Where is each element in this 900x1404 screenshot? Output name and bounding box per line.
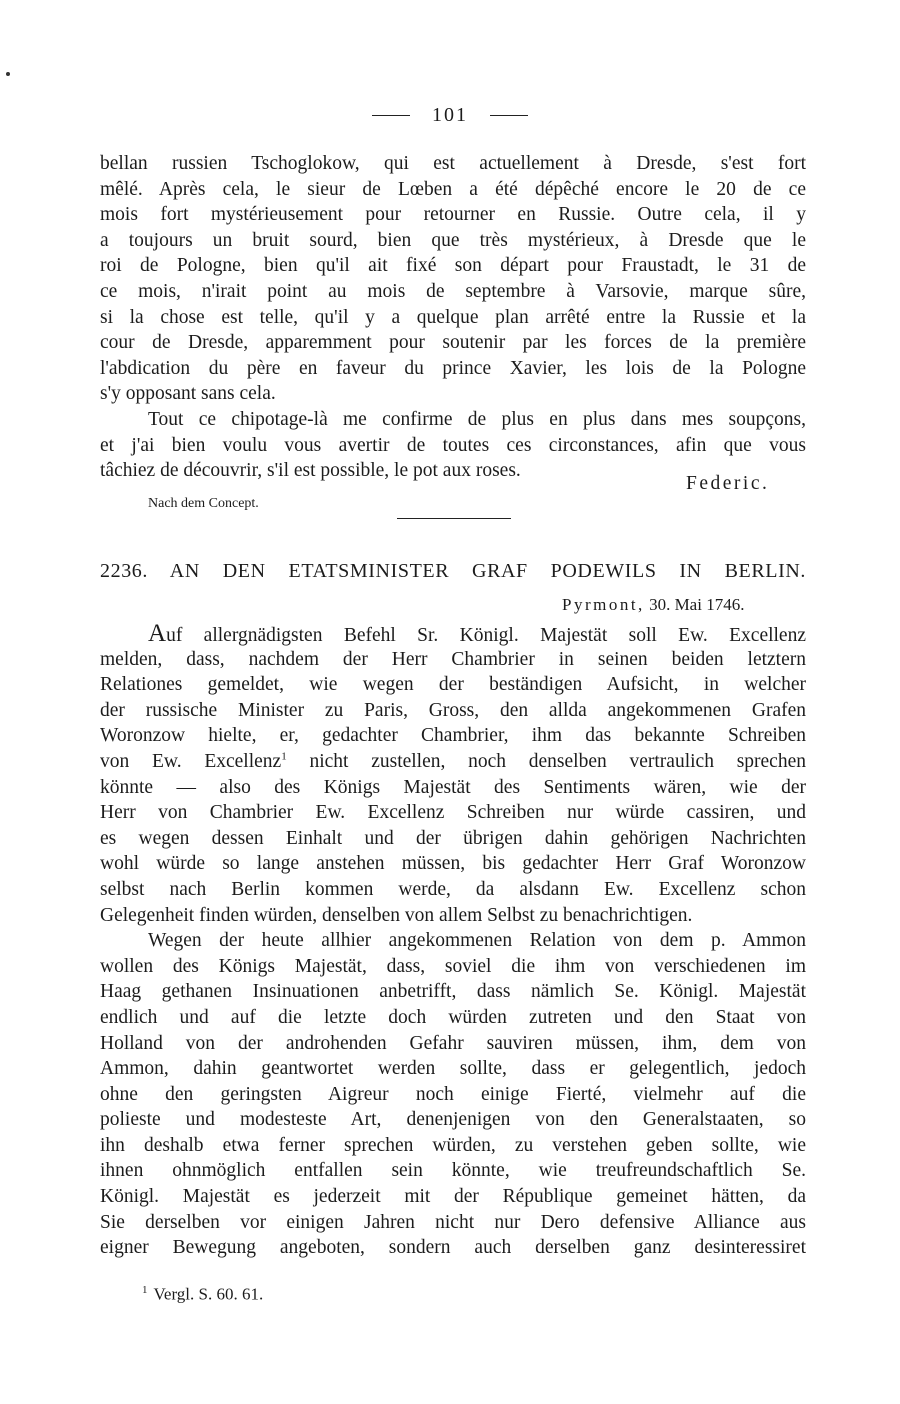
text-line-with-ref [100, 749, 806, 775]
text-line: Ammon, dahin geantwortet werden sollte, dass er gelegentlich, jedoch [100, 1058, 806, 1080]
text-line: Königl. Majestät es jederzeit mit der République gemeinet hätten, da [100, 1186, 806, 1208]
initial-letter: A [148, 620, 167, 647]
place: Pyrmont, [562, 595, 645, 614]
page-number: 101 [432, 104, 468, 126]
footnote-mark: 1 [142, 1284, 148, 1296]
text-line: melden, dass, nachdem der Herr Chambrier in seinen beiden letztern [100, 648, 806, 670]
text-line: bellan russien Tschoglokow, qui est actuellement à Dresde, s'est fort [100, 153, 806, 174]
text-line: mêlé. Après cela, le sieur de Lœben a été dépêché encore le 20 de ce [100, 178, 806, 200]
text-line: a toujours un bruit sourd, bien que très mystérieux, à Dresde que le [100, 229, 806, 251]
text-line: roi de Pologne, bien qu'il ait fixé son départ pour Fraustadt, le 31 de [100, 255, 806, 277]
footnote [142, 1284, 263, 1305]
letter-continuation [100, 151, 806, 484]
text-line: ohne den geringsten Aigreur noch einige Fierté, vielmehr auf die [100, 1083, 806, 1105]
text-line: selbst nach Berlin kommen werde, da alsdann Ew. Excellenz schon [100, 878, 806, 900]
scan-speck [6, 72, 10, 76]
text-line: si la chose est telle, qu'il y a quelque plan arrêté entre la Russie et la [100, 306, 806, 328]
text-line: l'abdication du père en faveur du prince Xavier, les lois de la Pologne [100, 357, 806, 379]
text-line: Sie derselben vor einigen Jahren nicht nur Dero defensive Alliance aus [100, 1211, 806, 1233]
section-divider [397, 518, 511, 519]
text-line: ihnen ohnmöglich entfallen sein könnte, wie treufreundschaftlich Se. [100, 1160, 806, 1182]
text-line: endlich und auf die letzte doch würden zutreten und den Staat von [100, 1006, 806, 1028]
text-line: ce mois, n'irait point au mois de septembre à Varsovie, marque sûre, [100, 280, 806, 302]
text-line: es wegen dessen Einhalt und der übrigen dahin gehörigen Nachrichten [100, 827, 806, 849]
text-line: Relationes gemeldet, wie wegen der beständigen Aufsicht, in welcher [100, 674, 806, 696]
footnote-ref: 1 [281, 750, 287, 763]
text-line: wollen des Königs Majestät, dass, soviel die ihm von verschiedenen im [100, 955, 806, 977]
text-line: der russische Minister zu Paris, Gross, den allda angekommenen Grafen [100, 699, 806, 721]
signature: Federic. [686, 473, 770, 494]
first-line-text: uf allergnädigsten Befehl Sr. Königl. Majestät soll Ew. Excellenz [166, 625, 806, 646]
text-line: ihn deshalb etwa ferner sprechen würden, zu verstehen geben sollte, wie [100, 1134, 806, 1156]
ref-text-before: von Ew. Excellenz [100, 750, 282, 772]
text-line: eigner Bewegung angeboten, sondern auch derselben ganz desinteressiret [100, 1237, 806, 1259]
document-heading [100, 560, 806, 583]
place-date [562, 595, 744, 615]
text-line: cour de Dresde, apparemment pour soutenir par les forces de la première [100, 332, 806, 354]
text-line: Gelegenheit finden würden, denselben von allem Selbst zu benachrichtigen. [100, 904, 693, 926]
header-rule-right [490, 115, 528, 116]
text-line: wohl würde so lange anstehen müssen, bis gedachter Herr Graf Woronzow [100, 853, 806, 875]
document-title: AN DEN ETATSMINISTER GRAF PODEWILS IN BERLIN. [169, 560, 807, 582]
text-line: s'y opposant sans cela. [100, 383, 276, 405]
text-line: Haag gethanen Insinuationen anbetrifft, dass nämlich Se. Königl. Majestät [100, 981, 806, 1003]
footnote-text: Vergl. S. 60. 61. [153, 1284, 264, 1304]
text-line: tâchiez de découvrir, s'il est possible, le pot aux roses. [100, 460, 521, 482]
source-note: Nach dem Concept. [148, 496, 259, 511]
document-body [100, 621, 806, 1261]
text-line-first [100, 621, 806, 647]
page-header [0, 104, 900, 127]
text-line: Wegen der heute allhier angekommenen Relation von dem p. Ammon [148, 930, 806, 952]
text-line: Woronzow hielte, er, gedachter Chambrier, ihm das bekannte Schreiben [100, 725, 806, 747]
ref-text-after: nicht zustellen, noch denselben vertraulich sprechen [286, 750, 806, 772]
text-line: polieste und modesteste Art, denenjenigen von den Generalstaaten, so [100, 1109, 806, 1131]
header-rule-left [372, 115, 410, 116]
document-number: 2236. [100, 560, 148, 582]
date: 30. Mai 1746. [649, 595, 745, 614]
text-line: et j'ai bien voulu vous avertir de toutes ces circonstances, afin que vous [100, 434, 806, 456]
text-line: Tout ce chipotage-là me confirme de plus en plus dans mes soupçons, [148, 408, 806, 430]
text-line: könnte — also des Königs Majestät des Sentiments wären, wie der [100, 776, 806, 798]
text-line: Holland von der androhenden Gefahr sauviren müssen, ihm, dem von [100, 1032, 806, 1054]
text-line: Herr von Chambrier Ew. Excellenz Schreiben nur würde cassiren, und [100, 802, 806, 824]
text-line: mois fort mystérieusement pour retourner en Russie. Outre cela, il y [100, 204, 806, 226]
